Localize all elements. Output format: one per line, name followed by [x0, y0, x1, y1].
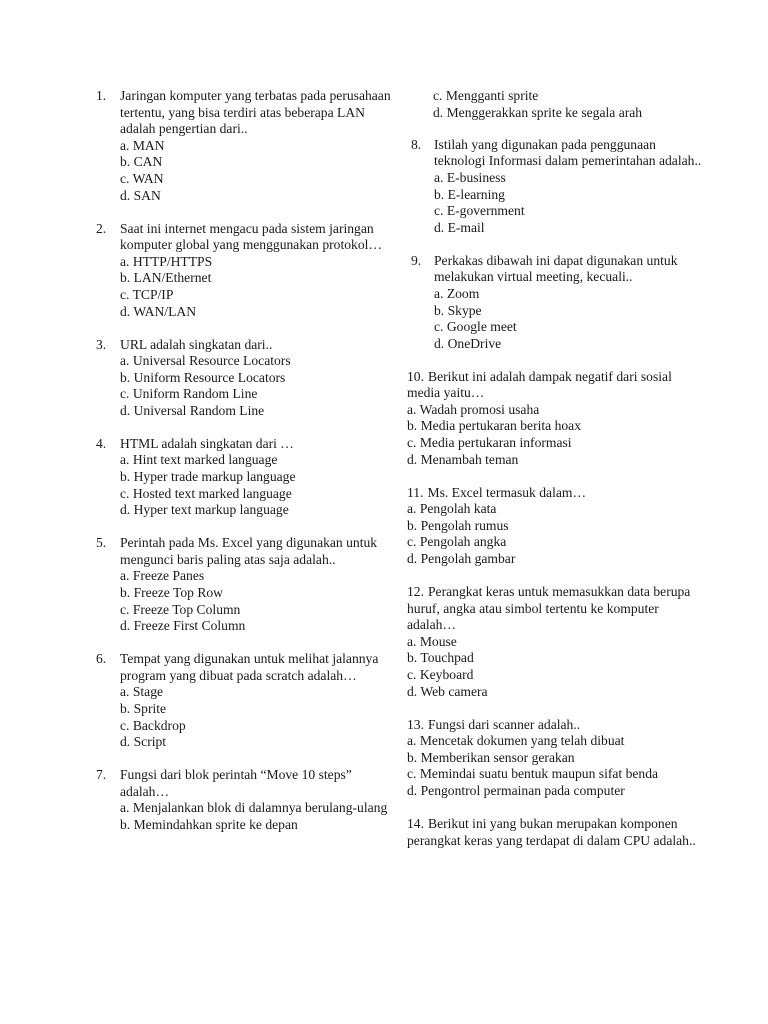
answer-option: c. Freeze Top Column: [120, 601, 241, 617]
question-stem: Berikut ini yang bukan merupakan komponen perangkat keras yang terdapat di dalam CPU adalah..: [407, 815, 696, 848]
question-number: 6.: [96, 651, 107, 667]
answer-option: a. Pengolah kata: [407, 501, 497, 517]
answer-option: d. Universal Random Line: [120, 402, 265, 418]
answer-options: [120, 452, 396, 518]
question-stem: Jaringan komputer yang terbatas pada perusahaan tertentu, yang bisa terdiri atas beberapa LAN adalah pengertian dari..: [120, 88, 391, 137]
answer-option: d. SAN: [120, 187, 161, 203]
answer-option: b. Memindahkan sprite ke depan: [120, 816, 298, 832]
question-number: 8.: [411, 136, 422, 152]
answer-option: b. Memberikan sensor gerakan: [407, 749, 575, 765]
question-9: [407, 253, 707, 353]
question-1: [96, 88, 396, 204]
question-5: [96, 535, 396, 635]
question-number: 12.: [407, 584, 424, 599]
answer-option: b. Uniform Resource Locators: [120, 369, 286, 385]
question-6: [96, 651, 396, 751]
answer-option: c. Pengolah angka: [407, 534, 507, 550]
answer-option: a. Wadah promosi usaha: [407, 401, 540, 417]
question-stem: Ms. Excel termasuk dalam…: [427, 484, 587, 500]
question-number: 1.: [96, 88, 107, 103]
question-text: [407, 369, 707, 402]
answer-option: a. Mencetak dokumen yang telah dibuat: [407, 733, 625, 749]
question-13: [407, 717, 707, 800]
answer-option: b. Freeze Top Row: [120, 585, 223, 600]
question-4: [96, 436, 396, 519]
answer-option: c. Uniform Random Line: [120, 386, 258, 402]
question-stem: Saat ini internet mengacu pada sistem jaringan komputer global yang menggunakan protokol…: [120, 220, 383, 253]
answer-option: b. CAN: [120, 154, 163, 170]
answer-option: d. E-mail: [434, 219, 485, 235]
answer-option: c. WAN: [120, 170, 164, 186]
answer-option: b. Skype: [434, 302, 482, 318]
answer-option: c. Backdrop: [120, 717, 186, 733]
answer-option: a. Zoom: [434, 285, 480, 301]
answer-option: c. Media pertukaran informasi: [407, 435, 572, 451]
question-3: [96, 337, 396, 420]
question-12: [407, 584, 707, 700]
answer-option: d. Hyper text markup language: [120, 502, 289, 518]
question-stem: Perintah pada Ms. Excel yang digunakan untuk mengunci baris paling atas saja adalah..: [120, 535, 378, 567]
question-stem: URL adalah singkatan dari..: [120, 336, 273, 352]
answer-option: a. Mouse: [407, 633, 457, 649]
answer-options: [434, 286, 707, 352]
question-number: 5.: [96, 535, 107, 551]
question-stem: Perkakas dibawah ini dapat digunakan untuk melakukan virtual meeting, kecuali..: [434, 252, 678, 285]
answer-options: [407, 634, 707, 700]
answer-option: d. Pengolah gambar: [407, 551, 516, 567]
answer-option: a. E-business: [434, 169, 506, 185]
answer-option: b. LAN/Ethernet: [120, 270, 212, 286]
answer-option: c. E-government: [434, 203, 525, 219]
answer-options: [120, 254, 396, 320]
answer-options: [120, 568, 396, 634]
question-number: 10.: [407, 368, 424, 384]
question-7-continuation: [433, 88, 707, 121]
question-number: 7.: [96, 767, 107, 783]
answer-option: c. Keyboard: [407, 666, 474, 682]
answer-option: d. Web camera: [407, 683, 488, 699]
answer-option: a. MAN: [120, 137, 165, 153]
answer-option: c. Hosted text marked language: [120, 485, 292, 501]
question-stem: Perangkat keras untuk memasukkan data berupa huruf, angka atau simbol tertentu ke komputer adalah…: [407, 584, 691, 633]
answer-option: c. TCP/IP: [120, 286, 174, 302]
question-stem: Istilah yang digunakan pada penggunaan teknologi Informasi dalam pemerintahan adalah..: [434, 136, 702, 169]
answer-options: [407, 733, 707, 799]
question-10: [407, 369, 707, 469]
question-8: [407, 137, 707, 237]
question-number: 9.: [411, 252, 422, 268]
question-number: 2.: [96, 220, 107, 236]
answer-option: c. Mengganti sprite: [433, 88, 539, 103]
answer-options: [120, 800, 396, 833]
left-column: [96, 88, 396, 850]
answer-options: [434, 170, 707, 236]
question-2: [96, 221, 396, 321]
question-text: [407, 584, 707, 634]
answer-option: b. Pengolah rumus: [407, 517, 509, 533]
answer-option: d. Script: [120, 734, 167, 750]
answer-option: d. Pengontrol permainan pada computer: [407, 782, 625, 798]
answer-option: d. WAN/LAN: [120, 303, 197, 319]
answer-option: c. Memindai suatu bentuk maupun sifat benda: [407, 766, 659, 782]
answer-options: [120, 684, 396, 750]
answer-option: a. Freeze Panes: [120, 568, 205, 584]
question-stem: HTML adalah singkatan dari …: [120, 435, 294, 451]
answer-option: b. E-learning: [434, 186, 505, 202]
question-number: 4.: [96, 435, 107, 451]
question-stem: Tempat yang digunakan untuk melihat jalannya program yang dibuat pada scratch adalah…: [120, 651, 379, 683]
question-stem: Berikut ini adalah dampak negatif dari sosial media yaitu…: [407, 368, 672, 401]
answer-options: [120, 353, 396, 419]
question-text: [407, 717, 707, 734]
question-text: [407, 816, 707, 849]
answer-option: a. Hint text marked language: [120, 452, 278, 468]
question-number: 11.: [407, 484, 424, 500]
question-number: 14.: [407, 815, 424, 831]
answer-option: b. Hyper trade markup language: [120, 469, 296, 485]
answer-option: d. Freeze First Column: [120, 618, 246, 634]
right-column: [407, 88, 707, 865]
answer-options: [407, 501, 707, 567]
question-stem: Fungsi dari blok perintah “Move 10 steps” adalah…: [120, 767, 352, 799]
question-stem: Fungsi dari scanner adalah..: [428, 716, 581, 732]
answer-option: b. Sprite: [120, 700, 167, 716]
question-11: [407, 485, 707, 568]
answer-option: a. Menjalankan blok di dalamnya berulang-ulang: [120, 800, 388, 816]
answer-option: c. Google meet: [434, 319, 517, 335]
answer-option: d. Menggerakkan sprite ke segala arah: [433, 104, 643, 120]
question-7: [96, 767, 396, 833]
answer-option: a. Universal Resource Locators: [120, 353, 291, 369]
answer-option: b. Media pertukaran berita hoax: [407, 418, 582, 434]
question-number: 3.: [96, 336, 107, 352]
answer-option: d. Menambah teman: [407, 451, 519, 467]
question-text: [407, 485, 707, 502]
question-number: 13.: [407, 716, 424, 732]
answer-option: b. Touchpad: [407, 650, 474, 666]
answer-option: a. HTTP/HTTPS: [120, 253, 213, 269]
answer-options: [407, 402, 707, 468]
question-14: [407, 816, 707, 849]
answer-option: a. Stage: [120, 684, 164, 700]
answer-option: d. OneDrive: [434, 335, 502, 351]
answer-options: [120, 138, 396, 204]
